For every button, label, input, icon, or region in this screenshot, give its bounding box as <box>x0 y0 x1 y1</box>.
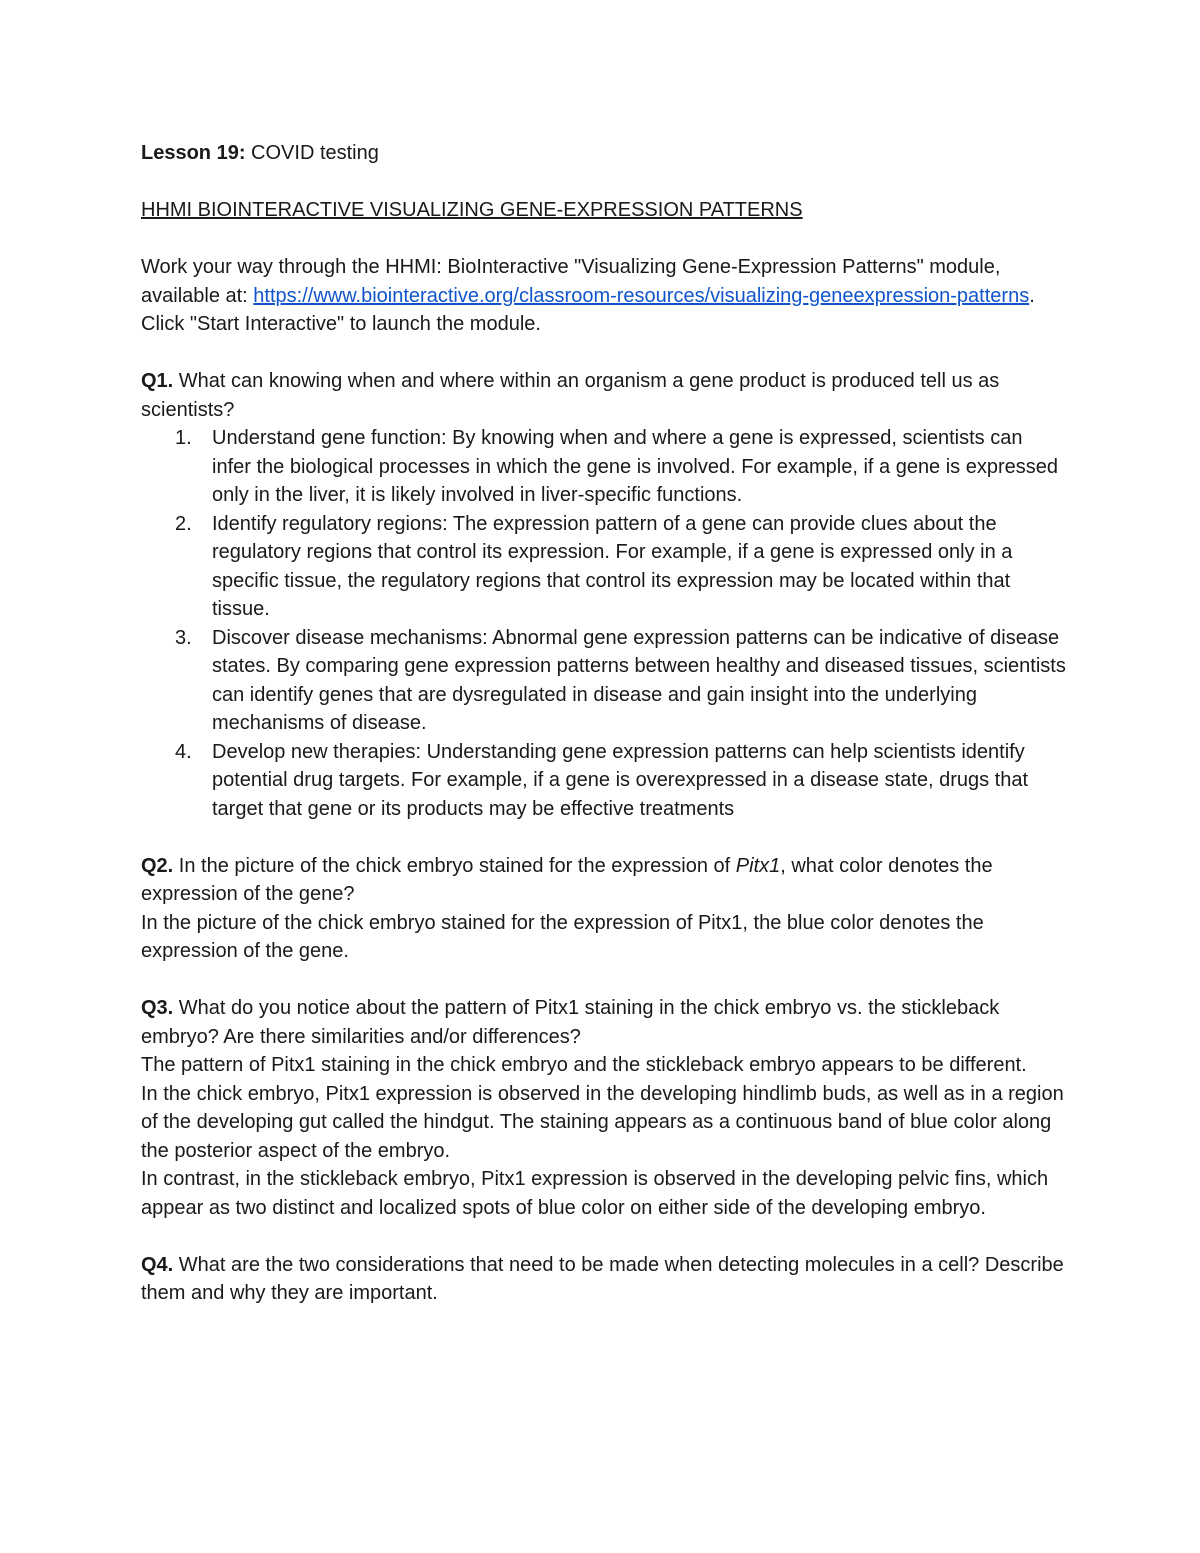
list-number: 1. <box>175 427 192 449</box>
q4-question <box>141 1251 1066 1308</box>
q3-answer-3: In contrast, in the stickleback embryo, Pitx1 expression is observed in the developing pelvic fins, which appear as two distinct and localized spots of blue color on either side of the developing embryo. <box>141 1168 1049 1219</box>
q4-label: Q4. <box>141 1253 174 1276</box>
list-item <box>141 738 1066 824</box>
q1-label: Q1. <box>141 370 174 392</box>
q1-answer-list <box>141 424 1066 823</box>
list-number: 2. <box>175 512 192 535</box>
q3-answer-1: The pattern of Pitx1 staining in the chick embryo and the stickleback embryo appears to be different. <box>141 1054 1027 1076</box>
intro-paragraph <box>141 253 1066 339</box>
q2-text-start: In the picture of the chick embryo stained for the expression of <box>173 854 736 877</box>
q2-gene-name: Pitx1 <box>735 854 781 877</box>
q4-text: What are the two considerations that need to be made when detecting molecules in a cell? Describe them and why they are important. <box>141 1253 1064 1304</box>
list-item-text: Understand gene function: By knowing when and where a gene is expressed, scientists can infer the biological processes in which the gene is involved. For example, if a gene is expressed only in the liver, it is likely involved in liver-specific functions. <box>212 427 1059 506</box>
q3-question <box>141 994 1066 1051</box>
q2-label: Q2. <box>141 854 174 877</box>
list-item <box>141 424 1066 510</box>
q2-text-end: , what color denotes the expression of the gene? <box>141 854 993 905</box>
q1-question <box>141 367 1066 424</box>
section-heading: HHMI BIOINTERACTIVE VISUALIZING GENE-EXPRESSION PATTERNS <box>141 199 803 221</box>
list-item-text: Identify regulatory regions: The expression pattern of a gene can provide clues about the regulatory regions that control its expression. For example, if a gene is expressed only in a specific tissue, the regulatory regions that control its expression may be located within that tissue. <box>212 512 1013 620</box>
q3-label: Q3. <box>141 997 174 1019</box>
intro-instruction: . Click "Start Interactive" to launch the module. <box>141 284 1035 335</box>
list-item-text: Develop new therapies: Understanding gene expression patterns can help scientists identify potential drug targets. For example, if a gene is overexpressed in a disease state, drugs that target that gene or its products may be effective treatments <box>212 740 1029 820</box>
intro-text: Work your way through the HHMI: BioInteractive "Visualizing Gene-Expression Patterns" module, available at: <box>141 256 1001 307</box>
lesson-topic: COVID testing <box>245 142 379 164</box>
q3-text: What do you notice about the pattern of Pitx1 staining in the chick embryo vs. the stickleback embryo? Are there similarities and/or differences? <box>141 997 1000 1048</box>
list-number: 3. <box>175 626 192 649</box>
q3-answer-2: In the chick embryo, Pitx1 expression is observed in the developing hindlimb buds, as well as in a region of the developing gut called the hindgut. The staining appears as a continuous band of blue color along the posterior aspect of the embryo. <box>141 1082 1064 1162</box>
module-link[interactable]: https://www.biointeractive.org/classroom-resources/visualizing-geneexpression-patterns <box>253 284 1030 307</box>
document-page <box>141 139 1066 1308</box>
list-item-text: Discover disease mechanisms: Abnormal gene expression patterns can be indicative of disease states. By comparing gene expression patterns between healthy and diseased tissues, scientists can identify genes that are dysregulated in disease and gain insight into the underlying mechanisms of disease. <box>212 626 1066 734</box>
lesson-label: Lesson 19: <box>141 142 246 164</box>
list-item <box>141 510 1066 624</box>
q1-text: What can knowing when and where within an organism a gene product is produced tell us as scientists? <box>141 370 1000 421</box>
list-number: 4. <box>175 740 192 763</box>
list-item <box>141 624 1066 738</box>
q2-answer: In the picture of the chick embryo stained for the expression of Pitx1, the blue color denotes the expression of the gene. <box>141 911 984 962</box>
q2-question <box>141 852 1066 909</box>
lesson-title <box>141 139 1066 168</box>
